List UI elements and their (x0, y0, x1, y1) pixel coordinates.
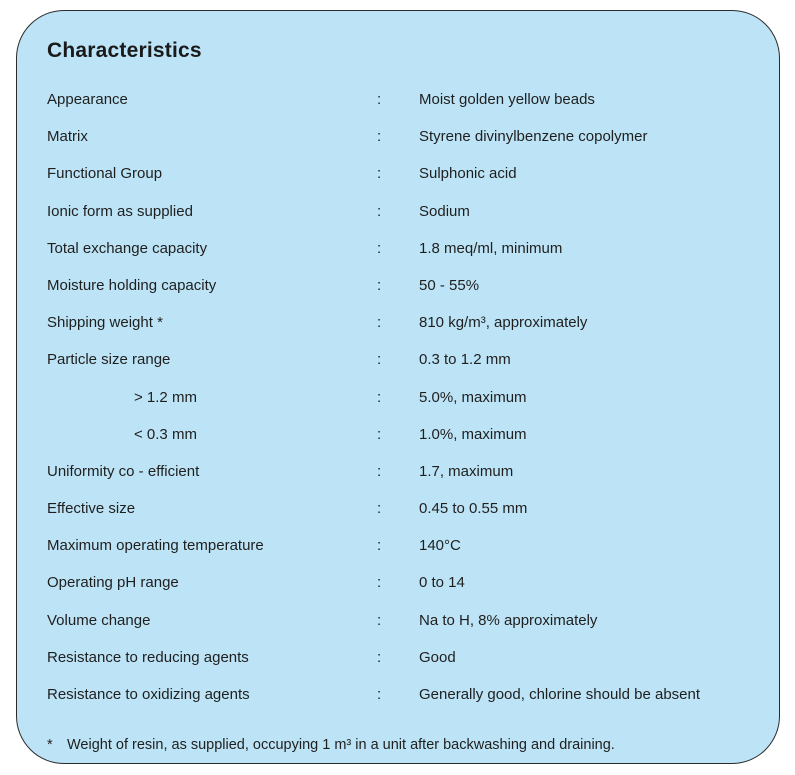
row-value: 50 - 55% (419, 276, 480, 294)
table-row (47, 647, 767, 684)
row-separator: : (377, 91, 382, 108)
row-separator: : (377, 574, 382, 592)
table-row (47, 275, 767, 312)
row-value: 5.0%, maximum (419, 388, 527, 406)
footnote-marker: * (47, 737, 53, 753)
row-value: 1.7, maximum (419, 462, 514, 480)
row-label: Moisture holding capacity (47, 276, 217, 294)
row-separator: : (377, 314, 382, 332)
row-value: 0.3 to 1.2 mm (419, 351, 511, 369)
row-label: Shipping weight * (47, 314, 163, 332)
row-separator: : (377, 611, 382, 629)
row-value: Na to H, 8% approximately (419, 611, 598, 629)
row-value: 140°C (419, 537, 461, 555)
row-label: Volume change (47, 611, 151, 629)
row-label: Matrix (47, 128, 88, 146)
table-row (47, 238, 767, 275)
table-row (47, 201, 767, 238)
row-separator: : (377, 462, 382, 480)
row-label: Resistance to oxidizing agents (47, 686, 250, 703)
row-value: Good (419, 648, 456, 666)
row-separator: : (377, 128, 382, 146)
table-row (47, 498, 767, 535)
row-label: Functional Group (47, 165, 163, 183)
footnote-text: Weight of resin, as supplied, occupying 1 m³ in a unit after backwashing and draining. (67, 737, 615, 753)
row-separator: : (377, 537, 382, 555)
row-value: Sulphonic acid (419, 165, 517, 183)
row-value: 1.8 meq/ml, minimum (419, 239, 563, 257)
row-label: Effective size (47, 500, 136, 518)
row-value: 1.0%, maximum (419, 425, 527, 443)
row-label: > 1.2 mm (134, 388, 197, 406)
table-row (47, 535, 767, 572)
characteristics-card (16, 10, 780, 764)
row-separator: : (377, 686, 382, 703)
row-label: Uniformity co - efficient (47, 462, 200, 480)
row-value: 0 to 14 (419, 574, 465, 592)
row-separator: : (377, 239, 382, 257)
row-value: Moist golden yellow beads (419, 91, 595, 108)
table-row (47, 312, 767, 349)
table-row (47, 89, 767, 126)
row-label: Particle size range (47, 351, 171, 369)
row-separator: : (377, 202, 382, 220)
row-value: 0.45 to 0.55 mm (419, 500, 528, 518)
characteristics-table (47, 89, 767, 721)
table-row-sub (47, 424, 767, 461)
table-row (47, 461, 767, 498)
row-label: Appearance (47, 91, 128, 108)
row-separator: : (377, 165, 382, 183)
row-label: Ionic form as supplied (47, 202, 193, 220)
row-value: Sodium (419, 202, 470, 220)
table-row (47, 349, 767, 386)
row-separator: : (377, 500, 382, 518)
row-label: Operating pH range (47, 574, 179, 592)
row-separator: : (377, 276, 382, 294)
row-separator: : (377, 388, 382, 406)
table-row (47, 610, 767, 647)
row-label: Total exchange capacity (47, 239, 208, 257)
table-row (47, 126, 767, 163)
row-separator: : (377, 425, 382, 443)
row-separator: : (377, 351, 382, 369)
table-row (47, 163, 767, 200)
row-value: Styrene divinylbenzene copolymer (419, 128, 648, 146)
table-row (47, 684, 767, 721)
table-row (47, 572, 767, 609)
row-label: Maximum operating temperature (47, 537, 264, 555)
row-label: Resistance to reducing agents (47, 648, 249, 666)
row-label: < 0.3 mm (134, 425, 197, 443)
footnote (47, 735, 615, 755)
row-value: Generally good, chlorine should be absent (419, 686, 701, 703)
row-separator: : (377, 648, 382, 666)
row-value: 810 kg/m³, approximately (419, 314, 588, 332)
table-row-sub (47, 387, 767, 424)
section-title: Characteristics (47, 39, 202, 62)
